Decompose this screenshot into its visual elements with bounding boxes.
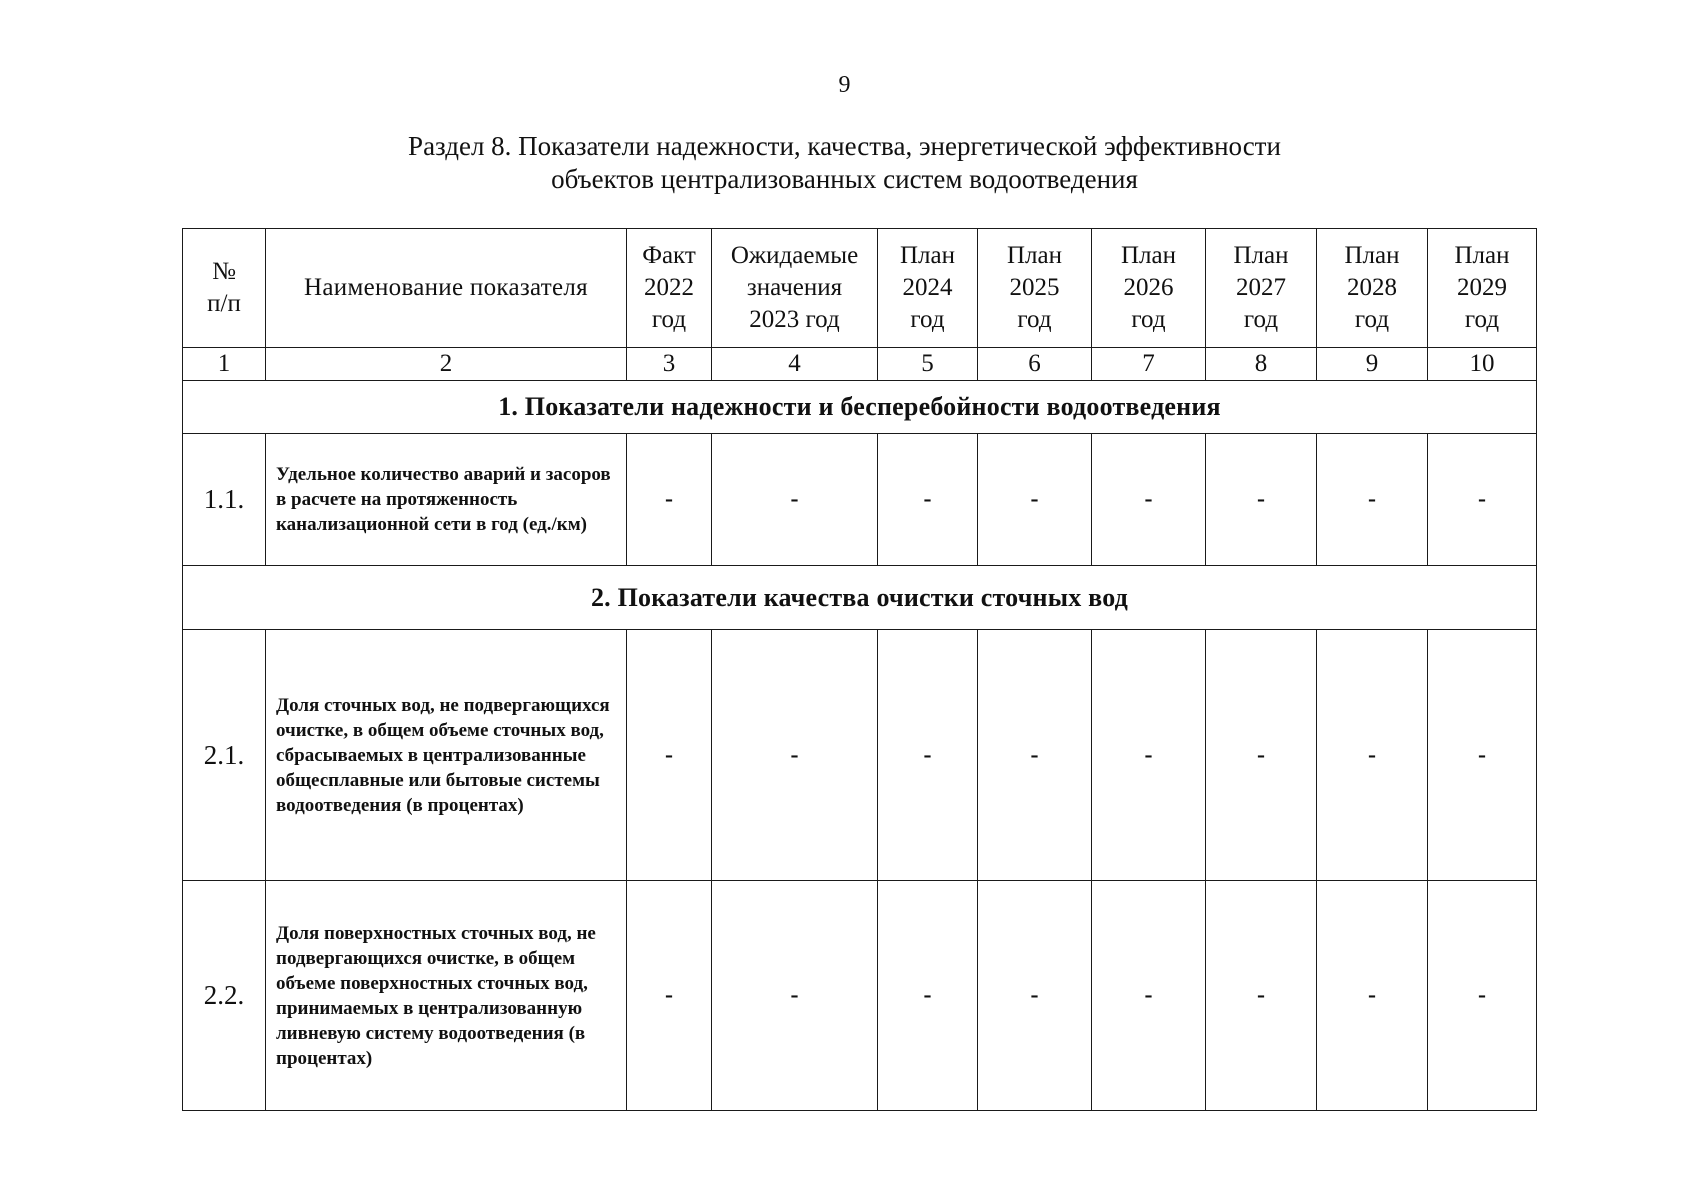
header-cell-indicator-name <box>266 229 627 348</box>
header-text: п/п <box>207 290 241 317</box>
table-row <box>183 434 1537 566</box>
section-heading: 2. Показатели качества очистки сточных вод <box>183 566 1537 630</box>
header-cell-plan-2029 <box>1428 229 1537 348</box>
section-row-reliability <box>183 381 1537 434</box>
value-cell: - <box>1317 434 1428 566</box>
header-text: год <box>910 306 945 333</box>
column-number: 4 <box>712 348 878 381</box>
header-cell-plan-2026 <box>1092 229 1206 348</box>
header-text: год <box>1464 306 1500 333</box>
indicators-table <box>182 228 1537 1111</box>
header-text: 2022 <box>644 274 694 301</box>
header-text: значения <box>746 274 843 301</box>
value-cell: - <box>1206 881 1317 1111</box>
column-number: 6 <box>978 348 1092 381</box>
header-cell-number <box>183 229 266 348</box>
header-text: План <box>1344 242 1400 269</box>
row-number: 2.1. <box>183 630 266 881</box>
table-row <box>183 630 1537 881</box>
header-text: год <box>1131 306 1166 333</box>
value-cell: - <box>627 881 712 1111</box>
header-cell-plan-2024 <box>878 229 978 348</box>
value-cell: - <box>627 434 712 566</box>
value-cell: - <box>1317 630 1428 881</box>
header-cell-fact-2022 <box>627 229 712 348</box>
value-cell: - <box>978 434 1092 566</box>
value-cell: - <box>1092 881 1206 1111</box>
section-title-line-1: Раздел 8. Показатели надежности, качества, энергетической эффективности <box>408 131 1281 161</box>
column-number: 2 <box>266 348 627 381</box>
column-number: 9 <box>1317 348 1428 381</box>
value-cell: - <box>1428 881 1537 1111</box>
header-text: 2029 <box>1457 274 1507 301</box>
header-row <box>183 229 1537 348</box>
column-number: 7 <box>1092 348 1206 381</box>
section-title-line-2: объектов централизованных систем водоотведения <box>551 164 1138 194</box>
header-text: 2023 год <box>749 306 840 333</box>
column-number: 8 <box>1206 348 1317 381</box>
header-cell-plan-2028 <box>1317 229 1428 348</box>
header-text: год <box>1243 306 1279 333</box>
header-text: 2025 <box>1009 274 1060 301</box>
header-text: 2026 <box>1123 274 1174 301</box>
value-cell: - <box>978 630 1092 881</box>
section-row-treatment-quality <box>183 566 1537 630</box>
header-text: 2028 <box>1347 274 1397 301</box>
column-number: 5 <box>878 348 978 381</box>
header-text: Наименование показателя <box>304 274 588 301</box>
value-cell: - <box>1428 630 1537 881</box>
value-cell: - <box>712 630 878 881</box>
header-cell-plan-2027 <box>1206 229 1317 348</box>
value-cell: - <box>627 630 712 881</box>
indicator-name: Доля сточных вод, не подвергающихся очистке, в общем объеме сточных вод, сбрасываемых в централизованные общесплавные или бытовые системы водоотведения (в процентах) <box>266 630 627 881</box>
header-text: год <box>651 306 687 333</box>
value-cell: - <box>1092 630 1206 881</box>
header-text: План <box>1233 242 1289 269</box>
header-text: 2024 <box>902 274 953 301</box>
header-text: План <box>1454 242 1510 269</box>
value-cell: - <box>878 434 978 566</box>
indicator-name: Доля поверхностных сточных вод, не подвергающихся очистке, в общем объеме поверхностных сточных вод, принимаемых в централизованную ливневую систему водоотведения (в процентах) <box>266 881 627 1111</box>
column-number: 3 <box>627 348 712 381</box>
header-cell-expected-2023 <box>712 229 878 348</box>
header-text: год <box>1017 306 1052 333</box>
column-number: 10 <box>1428 348 1537 381</box>
value-cell: - <box>1092 434 1206 566</box>
value-cell: - <box>1317 881 1428 1111</box>
value-cell: - <box>1206 630 1317 881</box>
value-cell: - <box>978 881 1092 1111</box>
header-text: 2027 <box>1236 274 1286 301</box>
value-cell: - <box>878 881 978 1111</box>
value-cell: - <box>712 434 878 566</box>
header-text: № <box>212 258 236 285</box>
value-cell: - <box>1428 434 1537 566</box>
value-cell: - <box>1206 434 1317 566</box>
row-number: 2.2. <box>183 881 266 1111</box>
header-text: План <box>899 242 955 269</box>
header-text: Ожидаемые <box>730 242 859 269</box>
header-text: План <box>1006 242 1062 269</box>
page-number: 9 <box>838 72 851 98</box>
section-heading: 1. Показатели надежности и бесперебойности водоотведения <box>183 381 1537 434</box>
value-cell: - <box>712 881 878 1111</box>
header-cell-plan-2025 <box>978 229 1092 348</box>
header-text: год <box>1354 306 1390 333</box>
header-text: План <box>1120 242 1176 269</box>
column-number: 1 <box>183 348 266 381</box>
column-number-row <box>183 348 1537 381</box>
value-cell: - <box>878 630 978 881</box>
row-number: 1.1. <box>183 434 266 566</box>
section-title <box>0 130 1689 196</box>
indicator-name: Удельное количество аварий и засоров в расчете на протяженность канализационной сети в год (ед./км) <box>266 434 627 566</box>
table-row <box>183 881 1537 1111</box>
header-text: Факт <box>642 242 696 269</box>
